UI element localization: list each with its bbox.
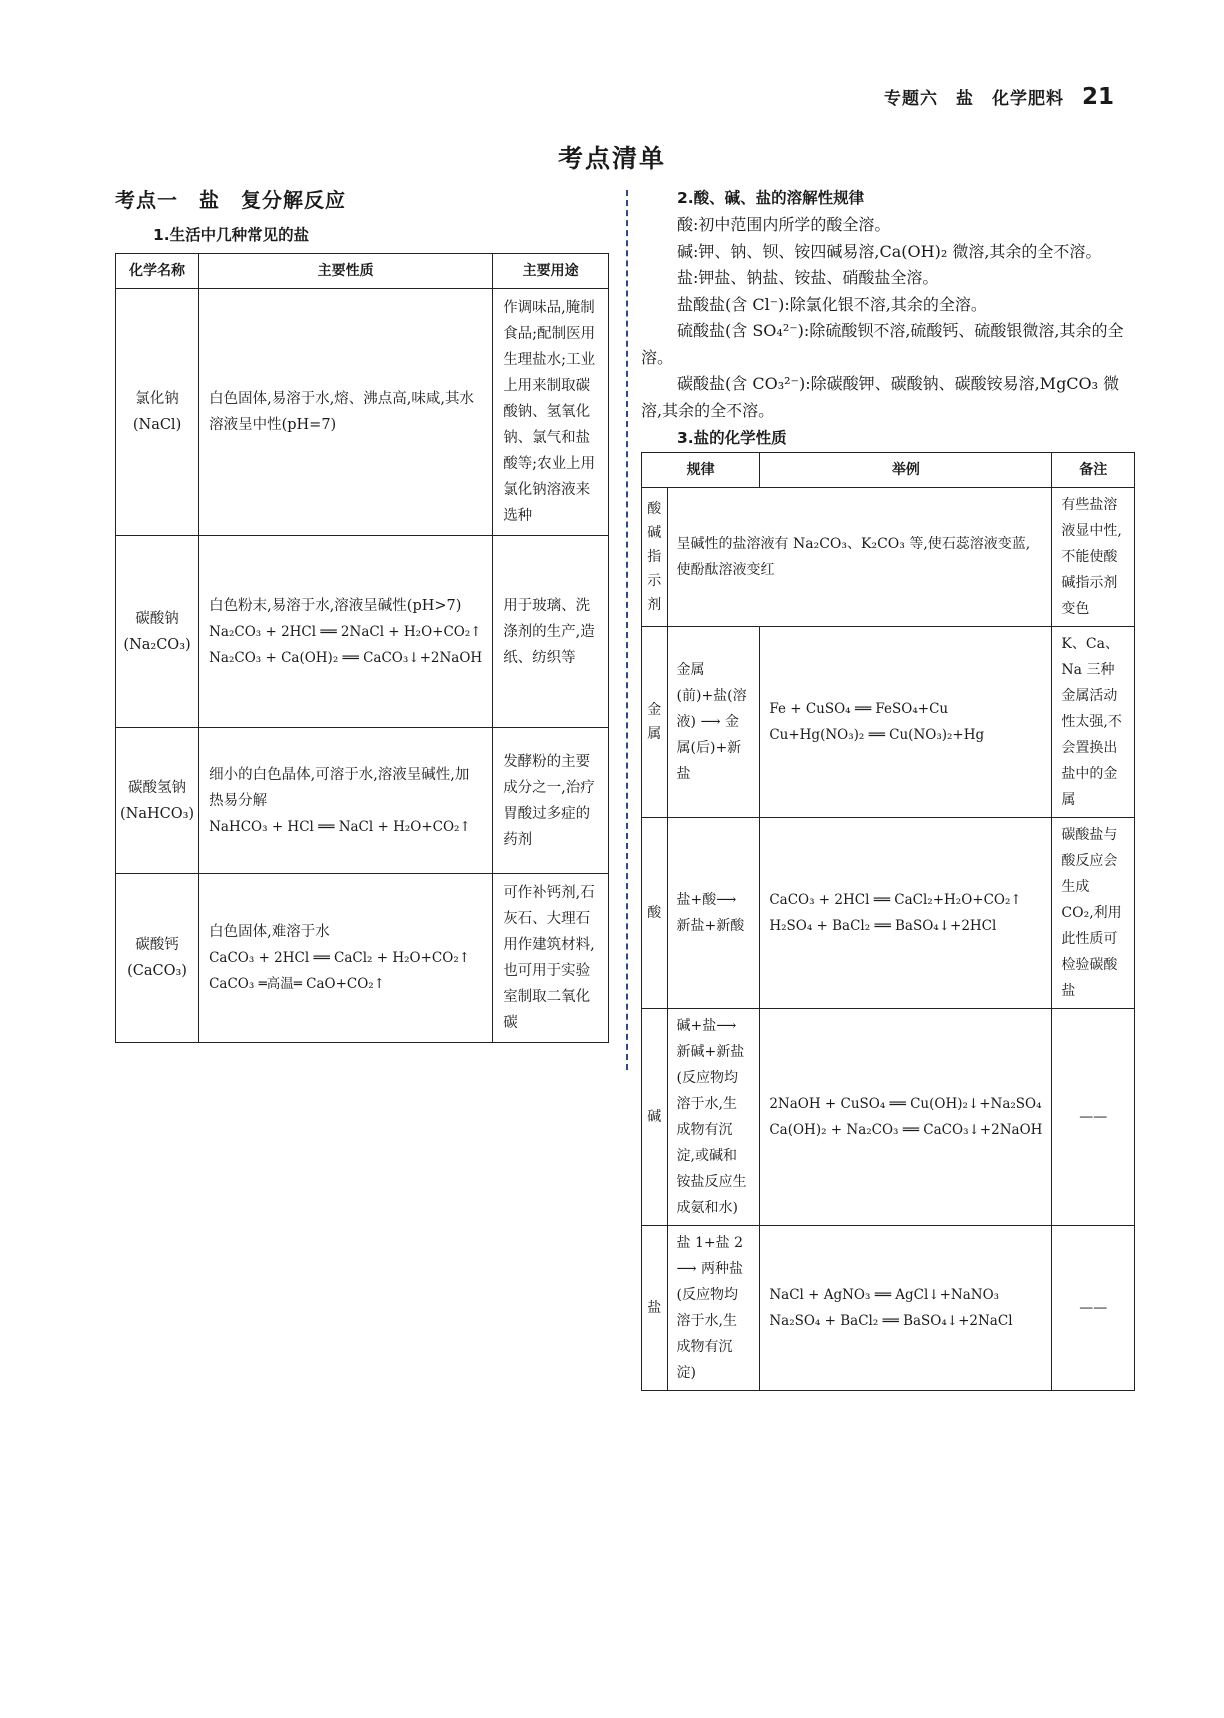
header-cell: 备注 <box>1052 453 1135 488</box>
header-cell: 主要用途 <box>493 254 609 289</box>
note-cell: —— <box>1052 1009 1135 1226</box>
table-row <box>642 627 1135 818</box>
salt-name-cell <box>116 289 199 536</box>
property-text: 白色粉末,易溶于水,溶液呈碱性(pH>7) <box>209 597 462 614</box>
page-number: 21 <box>1081 84 1114 110</box>
header-cell: 举例 <box>760 453 1052 488</box>
rule-cell: 呈碱性的盐溶液有 Na₂CO₃、K₂CO₃ 等,使石蕊溶液变蓝,使酚酞溶液变红 <box>667 488 1052 627</box>
salt-formula: (NaHCO₃) <box>120 805 195 822</box>
header-cell: 主要性质 <box>199 254 493 289</box>
reactant-type-cell: 盐 <box>642 1226 668 1391</box>
chemical-equation: H₂SO₄ + BaCl₂ ══ BaSO₄↓+2HCl <box>769 918 997 934</box>
rule-cell: 金属(前)+盐(溶液) ⟶ 金属(后)+新盐 <box>667 627 760 818</box>
right-column <box>641 186 1135 1391</box>
chemical-equation: NaCl + AgNO₃ ══ AgCl↓+NaNO₃ <box>769 1287 1000 1303</box>
table-row <box>642 1009 1135 1226</box>
chemical-equation: NaHCO₃ + HCl ══ NaCl + H₂O+CO₂↑ <box>209 818 471 835</box>
uses-cell: 作调味品,腌制食品;配制医用生理盐水;工业上用来制取碳酸钠、氢氧化钠、氯气和盐酸等;农业上用氯化钠溶液来选种 <box>493 289 609 536</box>
chemical-equation: CaCO₃ + 2HCl ══ CaCl₂ + H₂O+CO₂↑ <box>209 950 471 966</box>
properties-cell <box>199 289 493 536</box>
reactant-type-cell: 酸 <box>642 818 668 1009</box>
uses-cell: 发酵粉的主要成分之一,治疗胃酸过多症的药剂 <box>493 728 609 874</box>
salt-properties-table <box>641 452 1135 1391</box>
table-row <box>642 488 1135 627</box>
subsection-title: 1.生活中几种常见的盐 <box>153 226 310 244</box>
solubility-rule: 盐酸盐(含 Cl⁻):除氯化银不溶,其余的全溶。 <box>677 294 987 314</box>
header-cell: 化学名称 <box>116 254 199 289</box>
salt-name-cell <box>116 728 199 874</box>
table-row <box>116 728 609 874</box>
salt-name-cell <box>116 874 199 1043</box>
solubility-rule: 盐:钾盐、钠盐、铵盐、硝酸盐全溶。 <box>677 268 939 287</box>
properties-cell <box>199 536 493 728</box>
salt-formula: (CaCO₃) <box>127 963 187 979</box>
salt-name: 碳酸钠 <box>135 610 179 627</box>
property-text: 白色固体,难溶于水 <box>209 924 330 940</box>
uses-cell: 可作补钙剂,石灰石、大理石用作建筑材料,也可用于实验室制取二氧化碳 <box>493 874 609 1043</box>
table-row <box>116 874 609 1043</box>
example-cell <box>760 1226 1052 1391</box>
chemical-equation: CaCO₃ + 2HCl ══ CaCl₂+H₂O+CO₂↑ <box>769 892 1022 908</box>
page-header <box>884 84 1114 110</box>
rule-cell: 盐 1+盐 2 ⟶ 两种盐(反应物均溶于水,生成物有沉淀) <box>667 1226 760 1391</box>
salt-name-cell <box>116 536 199 728</box>
section-title: 考点一 盐 复分解反应 <box>115 188 346 212</box>
note-cell: 碳酸盐与酸反应会生成 CO₂,利用此性质可检验碳酸盐 <box>1052 818 1135 1009</box>
solubility-rule: 酸:初中范围内所学的酸全溶。 <box>677 215 891 234</box>
chemical-equation: Cu+Hg(NO₃)₂ ══ Cu(NO₃)₂+Hg <box>769 727 985 743</box>
subsection-title: 3.盐的化学性质 <box>677 429 787 447</box>
example-cell <box>760 818 1052 1009</box>
chemical-equation: Na₂CO₃ + 2HCl ══ 2NaCl + H₂O+CO₂↑ <box>209 623 482 640</box>
rule-cell: 盐+酸⟶ 新盐+新酸 <box>667 818 760 1009</box>
solubility-rule: 碳酸盐(含 CO₃²⁻):除碳酸钾、碳酸钠、碳酸铵易溶,MgCO₃ 微溶,其余的全不溶。 <box>641 374 1120 420</box>
column-divider <box>626 190 628 1070</box>
chemical-equation: Fe + CuSO₄ ══ FeSO₄+Cu <box>769 701 949 717</box>
uses-cell: 用于玻璃、洗涤剂的生产,造纸、纺织等 <box>493 536 609 728</box>
table-row <box>642 1226 1135 1391</box>
example-cell <box>760 1009 1052 1226</box>
note-cell: 有些盐溶液显中性,不能使酸碱指示剂变色 <box>1052 488 1135 627</box>
table-row <box>116 536 609 728</box>
chemical-equation: Na₂CO₃ + Ca(OH)₂ ══ CaCO₃↓+2NaOH <box>209 649 483 666</box>
table-header-row <box>116 254 609 289</box>
note-cell: —— <box>1052 1226 1135 1391</box>
salt-name: 氯化钠 <box>135 391 179 407</box>
reactant-type-cell: 金属 <box>642 627 668 818</box>
rule-cell: 碱+盐⟶ 新碱+新盐(反应物均溶于水,生成物有沉淀,或碱和铵盐反应生成氨和水) <box>667 1009 760 1226</box>
header-cell: 规律 <box>642 453 760 488</box>
reactant-type-cell: 酸碱指示剂 <box>642 488 668 627</box>
property-text: 细小的白色晶体,可溶于水,溶液呈碱性,加热易分解 <box>209 766 470 809</box>
chemical-equation: Na₂SO₄ + BaCl₂ ══ BaSO₄↓+2NaCl <box>769 1313 1013 1329</box>
common-salts-table <box>115 253 609 1043</box>
solubility-rule: 硫酸盐(含 SO₄²⁻):除硫酸钡不溶,硫酸钙、硫酸银微溶,其余的全溶。 <box>641 321 1124 367</box>
chemical-equation: CaCO₃ ═高温═ CaO+CO₂↑ <box>209 976 385 992</box>
left-column <box>115 184 609 1043</box>
salt-formula: (Na₂CO₃) <box>123 636 191 653</box>
table-header-row <box>642 453 1135 488</box>
topic-label: 专题六 盐 化学肥料 <box>883 89 1064 109</box>
chemical-equation: 2NaOH + CuSO₄ ══ Cu(OH)₂↓+Na₂SO₄ <box>769 1096 1042 1112</box>
properties-cell <box>199 728 493 874</box>
note-cell: K、Ca、Na 三种金属活动性太强,不会置换出盐中的金属 <box>1052 627 1135 818</box>
example-cell <box>760 627 1052 818</box>
table-row <box>116 289 609 536</box>
solubility-rule: 碱:钾、钠、钡、铵四碱易溶,Ca(OH)₂ 微溶,其余的全不溶。 <box>677 241 1102 261</box>
chemical-equation: Ca(OH)₂ + Na₂CO₃ ══ CaCO₃↓+2NaOH <box>769 1122 1043 1138</box>
salt-formula: (NaCl) <box>132 417 182 433</box>
page-title: 考点清单 <box>557 144 666 173</box>
property-text: 白色固体,易溶于水,熔、沸点高,味咸,其水溶液呈中性(pH=7) <box>209 391 475 433</box>
salt-name: 碳酸钙 <box>135 937 179 953</box>
table-row <box>642 818 1135 1009</box>
reactant-type-cell: 碱 <box>642 1009 668 1226</box>
properties-cell <box>199 874 493 1043</box>
salt-name: 碳酸氢钠 <box>128 779 187 796</box>
subsection-title: 2.酸、碱、盐的溶解性规律 <box>677 189 865 207</box>
